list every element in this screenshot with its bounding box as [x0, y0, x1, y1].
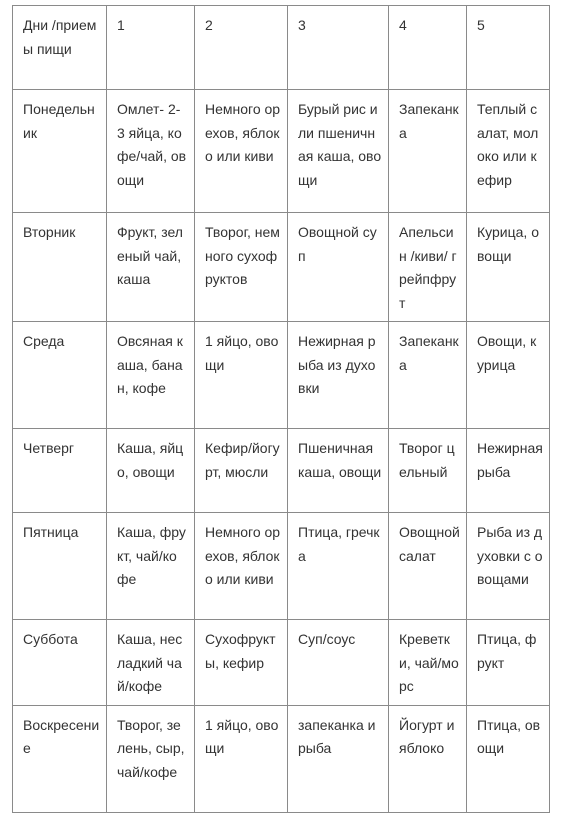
table-row [13, 513, 550, 620]
table-cell: Запеканка [389, 322, 467, 429]
table-cell: Овощной суп [288, 213, 389, 322]
table-cell: Овощи, курица [467, 322, 550, 429]
day-cell: Четверг [13, 429, 107, 513]
table-cell: Суп/соус [288, 620, 389, 706]
header-cell-meal-2: 2 [195, 6, 288, 90]
table-cell: Каша, яйцо, овощи [107, 429, 195, 513]
header-cell-meal-5: 5 [467, 6, 550, 90]
table-row [13, 90, 550, 213]
table-cell: Креветки, чай/морс [389, 620, 467, 706]
table-cell: Сухофрукты, кефир [195, 620, 288, 706]
header-cell-days: Дни /приемы пищи [13, 6, 107, 90]
table-cell: Каша, фрукт, чай/кофе [107, 513, 195, 620]
table-cell: Птица, гречка [288, 513, 389, 620]
table-cell: Апельсин /киви/ грейпфрут [389, 213, 467, 322]
table-row [13, 620, 550, 706]
table-cell: Курица, овощи [467, 213, 550, 322]
table-row [13, 705, 550, 812]
day-cell: Понедельник [13, 90, 107, 213]
table-cell: Птица, фрукт [467, 620, 550, 706]
table-cell: Немного орехов, яблоко или киви [195, 513, 288, 620]
header-cell-meal-1: 1 [107, 6, 195, 90]
table-cell: Запеканка [389, 90, 467, 213]
table-cell: Пшеничная каша, овощи [288, 429, 389, 513]
table-cell: Творог, зелень, сыр, чай/кофе [107, 705, 195, 812]
header-cell-meal-4: 4 [389, 6, 467, 90]
table-cell: Рыба из духовки с овощами [467, 513, 550, 620]
table-cell: Кефир/йогурт, мюсли [195, 429, 288, 513]
table-row [13, 213, 550, 322]
table-cell: Нежирная рыба из духовки [288, 322, 389, 429]
table-cell: Овсяная каша, банан, кофе [107, 322, 195, 429]
header-cell-meal-3: 3 [288, 6, 389, 90]
table-cell: Йогурт и яблоко [389, 705, 467, 812]
table-cell: Овощной салат [389, 513, 467, 620]
table-row [13, 429, 550, 513]
table-cell: Бурый рис или пшеничная каша, овощи [288, 90, 389, 213]
day-cell: Вторник [13, 213, 107, 322]
table-cell: Творог, немного сухофруктов [195, 213, 288, 322]
table-cell: Творог цельный [389, 429, 467, 513]
day-cell: Среда [13, 322, 107, 429]
table-cell: Немного орехов, яблоко или киви [195, 90, 288, 213]
table-cell: Нежирная рыба [467, 429, 550, 513]
table-cell: Омлет- 2-3 яйца, кофе/чай, овощи [107, 90, 195, 213]
table-cell: Фрукт, зеленый чай, каша [107, 213, 195, 322]
table-row [13, 322, 550, 429]
day-cell: Воскресение [13, 705, 107, 812]
table-cell: Каша, несладкий чай/кофе [107, 620, 195, 706]
table-header-row [13, 6, 550, 90]
table-cell: Птица, овощи [467, 705, 550, 812]
table-cell: 1 яйцо, овощи [195, 705, 288, 812]
day-cell: Пятница [13, 513, 107, 620]
table-cell: запеканка и рыба [288, 705, 389, 812]
table-cell: Теплый салат, молоко или кефир [467, 90, 550, 213]
table-cell: 1 яйцо, овощи [195, 322, 288, 429]
meal-plan-table [12, 5, 550, 813]
day-cell: Суббота [13, 620, 107, 706]
